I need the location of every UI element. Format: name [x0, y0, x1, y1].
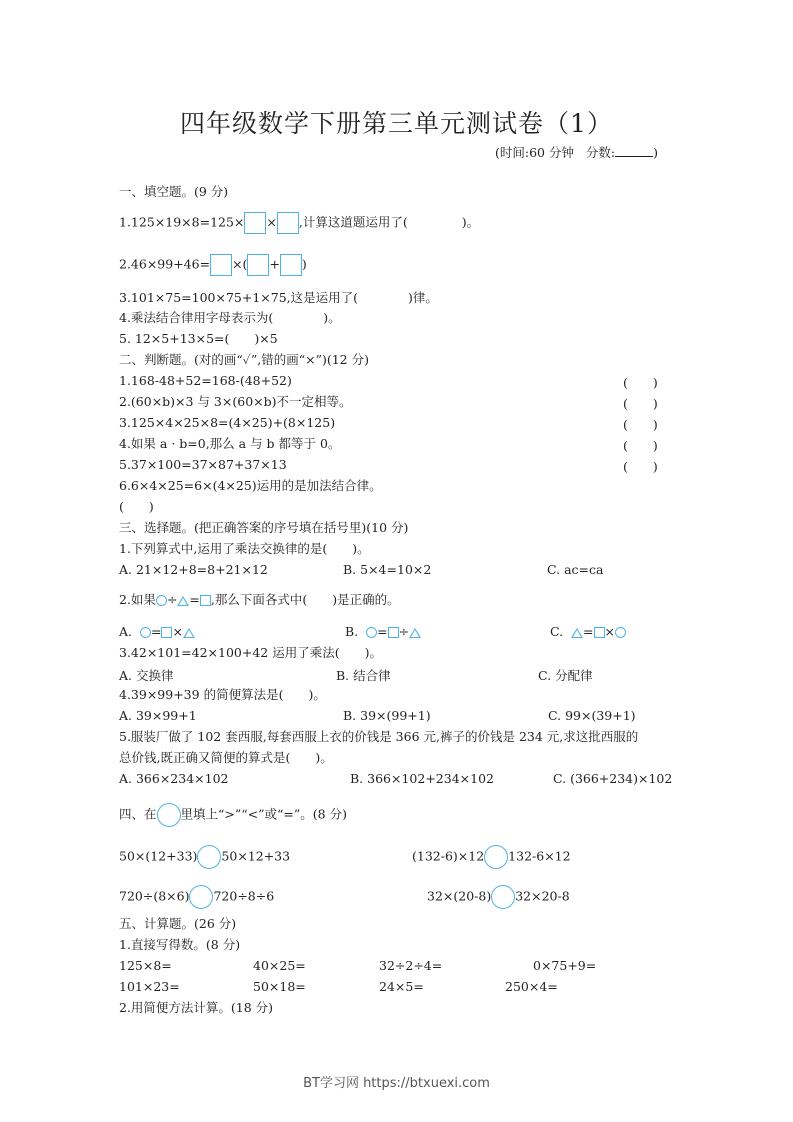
compare-row: [412, 845, 571, 869]
s3-q3-option-c[interactable]: C. 分配律: [538, 668, 593, 683]
s1-q3: 3.101×75=100×75+1×75,这是运用了( )律。: [119, 290, 438, 305]
calc-item: 125×8=: [119, 958, 172, 973]
s3-q5-line1: 5.服装厂做了 102 套西服,每套西服上衣的价钱是 366 元,裤子的价钱是 234 元,求这批西服的: [119, 729, 639, 744]
s3-q4: 4.39×99+39 的简便算法是( )。: [119, 687, 326, 702]
s3-q4-option-b[interactable]: B. 39×(99+1): [343, 708, 431, 723]
answer-paren[interactable]: ( ): [623, 417, 658, 432]
section4-heading-a: 四、在: [119, 806, 157, 822]
circle-icon: [140, 627, 151, 638]
score-blank: [615, 144, 653, 157]
s3-q4-option-a[interactable]: A. 39×99+1: [119, 708, 197, 723]
s3-q2-eq: =: [189, 592, 200, 607]
section3-heading: 三、选择题。(把正确答案的序号填在括号里)(10 分): [119, 520, 409, 535]
compare-row: [119, 885, 274, 909]
compare-left: 720÷(8×6): [119, 888, 190, 904]
compare-right: 720÷8÷6: [213, 888, 275, 904]
answer-paren[interactable]: ( ): [119, 499, 154, 514]
square-icon: [594, 627, 605, 638]
subtitle-close: ): [653, 145, 658, 160]
s3-q3: 3.42×101=42×100+42 运用了乘法( )。: [119, 645, 382, 660]
s1-q2: [119, 254, 307, 276]
s2-q4: 4.如果 a · b=0,那么 a 与 b 都等于 0。: [119, 436, 341, 451]
s2-q5: 5.37×100=37×87+37×13: [119, 457, 287, 472]
s1-q2-part-b: ×(: [232, 256, 248, 272]
subtitle: [495, 143, 658, 161]
calc-item: 40×25=: [253, 958, 306, 973]
checkmark-icon: ✓: [242, 352, 251, 367]
equals-sign: =: [150, 624, 162, 639]
triangle-icon: [183, 628, 195, 638]
s2-q2: 2.(60×b)×3 与 3×(60×b)不一定相等。: [119, 394, 352, 409]
s1-q1-part-b: ×: [266, 214, 277, 230]
s1-q2-part-a: 2.46×99+46=: [119, 256, 211, 272]
section4-heading-b: 里填上“>”“<”或“=”。(8 分): [180, 806, 347, 822]
square-icon: [388, 627, 399, 638]
s1-q2-part-c: +: [269, 256, 280, 272]
answer-box[interactable]: [280, 254, 302, 276]
option-letter: C.: [550, 624, 564, 639]
equals-sign: =: [377, 624, 388, 639]
s3-q1: 1.下列算式中,运用了乘法交换律的是( )。: [119, 541, 370, 556]
s5-sub2: 2.用简便方法计算。(18 分): [119, 1000, 274, 1015]
s1-q4: 4.乘法结合律用字母表示为( )。: [119, 310, 341, 325]
calc-item: 24×5=: [379, 979, 424, 994]
circle-icon: [615, 627, 626, 638]
compare-left: 50×(12+33): [119, 848, 198, 864]
s1-q1-part-c: ,计算这道题运用了(: [298, 214, 408, 230]
triangle-icon: [571, 628, 583, 638]
s3-q1-option-a[interactable]: A. 21×12+8=8+21×12: [119, 562, 268, 577]
time-text: (时间:60 分钟: [495, 145, 574, 160]
s5-sub1: 1.直接写得数。(8 分): [119, 937, 241, 952]
compare-left: 32×(20-8): [427, 888, 492, 904]
section2-heading: [119, 352, 369, 368]
calc-item: 250×4=: [505, 979, 558, 994]
compare-right: 32×20-8: [515, 888, 570, 904]
s3-q2-option-c[interactable]: [550, 624, 626, 639]
section4-heading: [119, 803, 347, 827]
calc-item: 50×18=: [253, 979, 306, 994]
calc-item: 32÷2÷4=: [379, 958, 443, 973]
answer-paren[interactable]: ( ): [623, 396, 658, 411]
option-letter: B.: [345, 624, 359, 639]
section1-heading: 一、填空题。(9 分): [119, 184, 229, 199]
s3-q5-option-a[interactable]: A. 366×234×102: [119, 771, 229, 786]
circle-icon: [157, 803, 181, 827]
answer-box[interactable]: [244, 212, 266, 234]
compare-left: (132-6)×12: [412, 848, 485, 864]
s3-q5-option-b[interactable]: B. 366×102+234×102: [350, 771, 494, 786]
calc-item: 0×75+9=: [533, 958, 597, 973]
compare-right: 132-6×12: [508, 848, 571, 864]
s3-q3-option-a[interactable]: A. 交换律: [119, 668, 174, 683]
section2-heading-a: 二、判断题。(对的画“: [119, 352, 243, 367]
square-icon: [161, 627, 172, 638]
s1-q5: 5. 12×5+13×5=( )×5: [119, 331, 278, 346]
s3-q2-part-d: ,那么下面各式中( )是正确的。: [210, 592, 400, 607]
answer-paren[interactable]: ( ): [623, 375, 658, 390]
page-title: 四年级数学下册第三单元测试卷（1）: [180, 109, 613, 138]
divide-sign: ÷: [398, 624, 410, 639]
compare-circle[interactable]: [197, 845, 221, 869]
compare-right: 50×12+33: [221, 848, 291, 864]
compare-row: [119, 845, 290, 869]
circle-icon: [366, 627, 377, 638]
s2-q3: 3.125×4×25×8=(4×25)+(8×125): [119, 415, 336, 430]
compare-circle[interactable]: [189, 885, 213, 909]
triangle-icon: [177, 596, 189, 606]
times-sign: ×: [604, 624, 616, 639]
s3-q2-option-a[interactable]: [119, 624, 195, 639]
section2-heading-b: ”,错的画“×”)(12 分): [250, 352, 369, 367]
calc-item: 101×23=: [119, 979, 180, 994]
compare-circle[interactable]: [484, 845, 508, 869]
answer-paren[interactable]: ( ): [623, 459, 658, 474]
s2-q1: 1.168-48+52=168-(48+52): [119, 373, 292, 388]
s3-q2-part-a: 2.如果: [119, 592, 156, 607]
s2-q6: 6.6×4×25=6×(4×25)运用的是加法结合律。: [119, 478, 382, 493]
s3-q2-div: ÷: [166, 592, 178, 607]
times-sign: ×: [172, 624, 183, 639]
answer-paren[interactable]: ( ): [623, 438, 658, 453]
compare-circle[interactable]: [491, 885, 515, 909]
circle-icon: [156, 595, 167, 606]
triangle-icon: [409, 628, 421, 638]
s1-q1: [119, 212, 479, 234]
s3-q2-option-b[interactable]: [345, 624, 421, 639]
s3-q5-line2: 总价钱,既正确又简便的算式是( )。: [119, 750, 333, 765]
s3-q1-option-c[interactable]: C. ac=ca: [547, 562, 604, 577]
s3-q5-option-c[interactable]: C. (366+234)×102: [553, 771, 673, 786]
section5-heading: 五、计算题。(26 分): [119, 916, 237, 931]
compare-row: [427, 885, 570, 909]
option-letter: A.: [119, 624, 133, 639]
s3-q1-option-b[interactable]: B. 5×4=10×2: [343, 562, 432, 577]
s1-q1-part-d: )。: [461, 214, 480, 230]
footer-watermark: BT学习网 https://btxuexi.com: [303, 1076, 490, 1091]
s1-q1-part-a: 1.125×19×8=125×: [119, 214, 245, 230]
equals-sign: =: [583, 624, 594, 639]
answer-box[interactable]: [277, 212, 299, 234]
square-icon: [200, 595, 211, 606]
s3-q3-option-b[interactable]: B. 结合律: [336, 668, 391, 683]
s3-q4-option-c[interactable]: C. 99×(39+1): [548, 708, 636, 723]
s3-q2: [119, 592, 400, 608]
score-label: 分数:: [585, 145, 616, 160]
answer-box[interactable]: [210, 254, 232, 276]
answer-box[interactable]: [247, 254, 269, 276]
s1-q2-part-d: ): [301, 256, 307, 272]
